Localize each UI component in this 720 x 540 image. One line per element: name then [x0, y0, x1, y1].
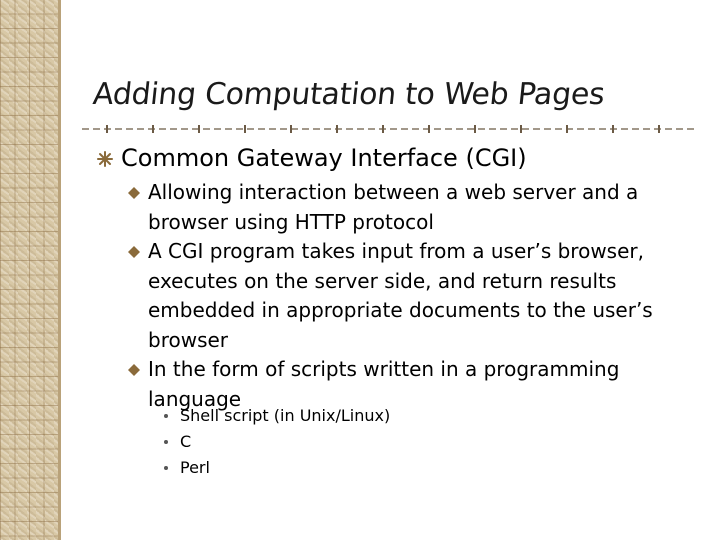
level3-bullet-text: Shell script (in Unix/Linux): [180, 406, 391, 425]
level3-bullet-item: [164, 455, 564, 481]
level2-bullet-item: [128, 237, 708, 355]
star-burst-icon: [97, 151, 113, 167]
decorative-side-strip: [0, 0, 58, 540]
level2-bullet-list: [128, 178, 708, 414]
level1-bullet-text: Common Gateway Interface (CGI): [121, 144, 527, 172]
diamond-bullet-icon: [128, 187, 140, 199]
level2-bullet-text: In the form of scripts written in a programming language: [148, 357, 620, 411]
level3-bullet-item: [164, 403, 564, 429]
dot-bullet-icon: [164, 466, 168, 470]
level2-bullet-text: A CGI program takes input from a user’s browser, executes on the server side, and return results embedded in appropriate documents to the user’s browser: [148, 239, 653, 352]
diamond-bullet-icon: [128, 246, 140, 258]
title-divider-rule: [82, 124, 698, 134]
level2-bullet-text: Allowing interaction between a web server and a browser using HTTP protocol: [148, 180, 639, 234]
dot-bullet-icon: [164, 414, 168, 418]
level3-bullet-text: Perl: [180, 458, 210, 477]
side-strip-edge: [58, 0, 61, 540]
diamond-bullet-icon: [128, 364, 140, 376]
level2-bullet-item: [128, 178, 708, 237]
level3-bullet-list: [164, 403, 564, 481]
dot-bullet-icon: [164, 440, 168, 444]
level3-bullet-item: [164, 429, 564, 455]
slide-title: Adding Computation to Web Pages: [91, 77, 607, 112]
level3-bullet-text: C: [180, 432, 192, 451]
